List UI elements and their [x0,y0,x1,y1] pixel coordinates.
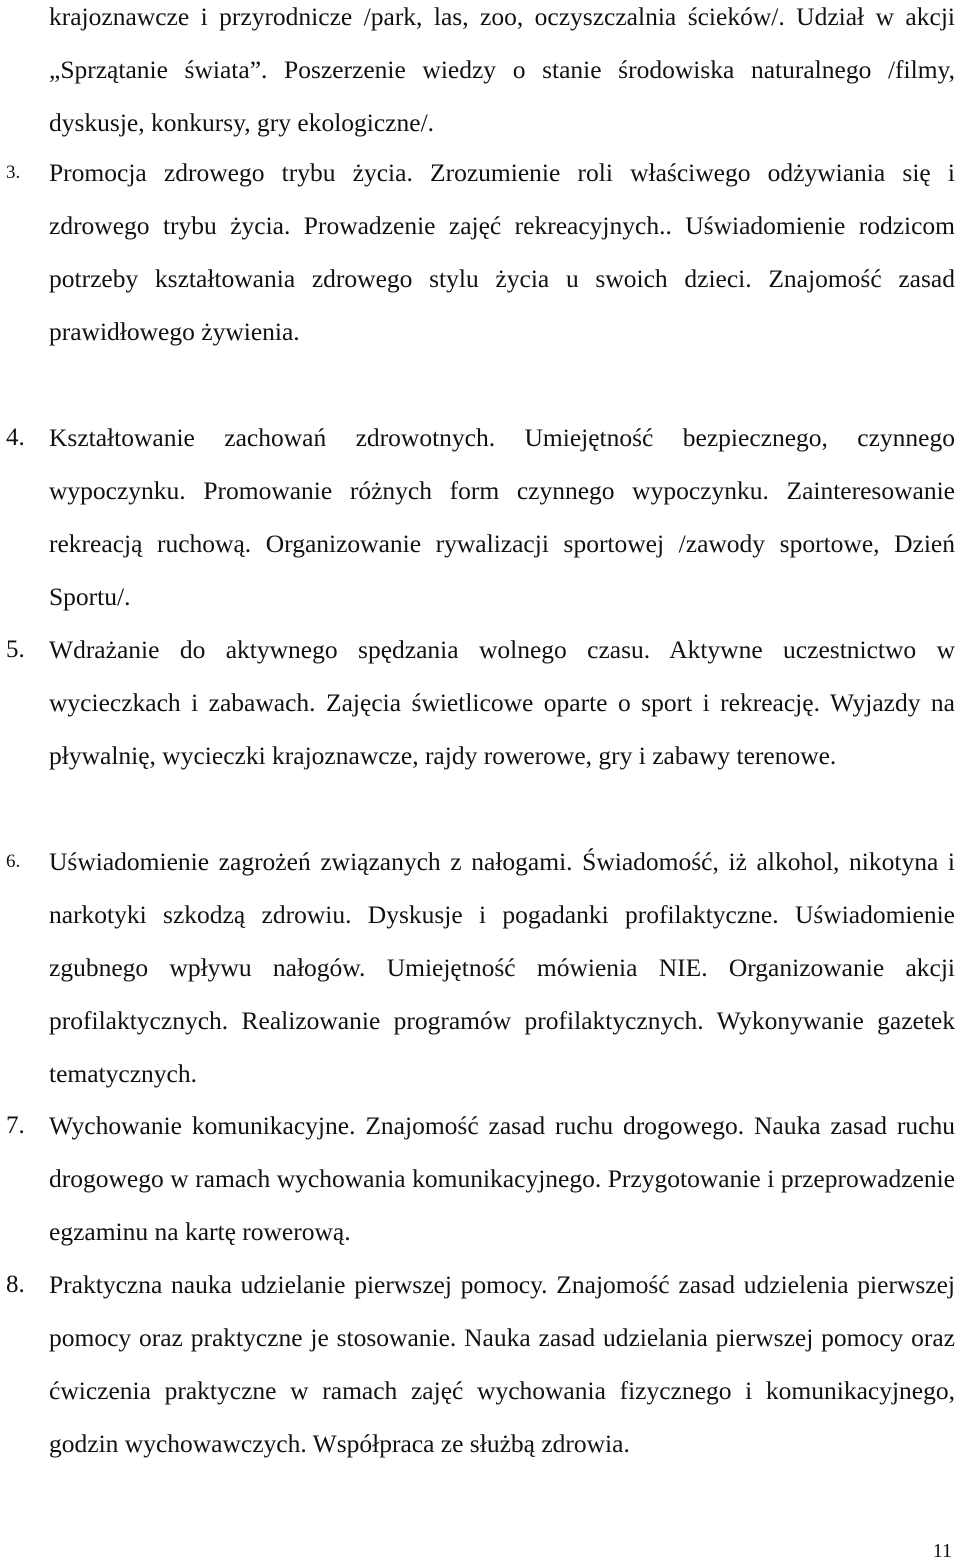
item-text: Uświadomienie zagrożeń związanych z nałogami. Świadomość, iż alkohol, nikotyna i narkotyki szkodzą zdrowiu. Dyskusje i pogadanki profilaktyczne. Uświadomienie zgubnego wpływu nałogów. Umiejętność mówienia NIE. Organizowanie akcji profilaktycznych. Realizowanie programów profilaktycznych. Wykonywanie gazetek tematycznych. [49,847,955,1088]
item-text: Wychowanie komunikacyjne. Znajomość zasad ruchu drogowego. Nauka zasad ruchu drogowego w ramach wychowania komunikacyjnego. Przygotowanie i przeprowadzenie egzaminu na kartę rowerową. [49,1111,955,1246]
item-number: 7. [6,1112,25,1139]
item-text: Praktyczna nauka udzielanie pierwszej pomocy. Znajomość zasad udzielenia pierwszej pomocy oraz praktyczne je stosowanie. Nauka zasad udzielania pierwszej pomocy oraz ćwiczenia praktyczne w ramach zajęć wychowania fizycznego i komunikacyjnego, godzin wychowawczych. Współpraca ze służbą zdrowia. [49,1270,955,1458]
item-text: Kształtowanie zachowań zdrowotnych. Umiejętność bezpiecznego, czynnego wypoczynku. Promowanie różnych form czynnego wypoczynku. Zainteresowanie rekreacją ruchową. Organizowanie rywalizacji sportowej /zawody sportowe, Dzień Sportu/. [49,423,955,611]
item-number: 5. [6,636,25,663]
item-number: 8. [6,1271,25,1298]
item-number: 3. [6,162,21,183]
page-number: 11 [932,1540,952,1562]
item-number: 6. [6,851,21,872]
item-text: Promocja zdrowego trybu życia. Zrozumienie roli właściwego odżywiania się i zdrowego trybu życia. Prowadzenie zajęć rekreacyjnych.. Uświadomienie rodzicom potrzeby kształtowania zdrowego stylu życia u swoich dzieci. Znajomość zasad prawidłowego żywienia. [49,158,955,346]
item-text: Wdrażanie do aktywnego spędzania wolnego czasu. Aktywne uczestnictwo w wycieczkach i zabawach. Zajęcia świetlicowe oparte o sport i rekreację. Wyjazdy na pływalnię, wycieczki krajoznawcze, rajdy rowerowe, gry i zabawy terenowe. [49,635,955,770]
item-number: 4. [6,424,25,451]
item-text: krajoznawcze i przyrodnicze /park, las, zoo, oczyszczalnia ścieków/. Udział w akcji „Sprzątanie świata”. Poszerzenie wiedzy o stanie środowiska naturalnego /filmy, dyskusje, konkursy, gry ekologiczne/. [49,2,955,137]
